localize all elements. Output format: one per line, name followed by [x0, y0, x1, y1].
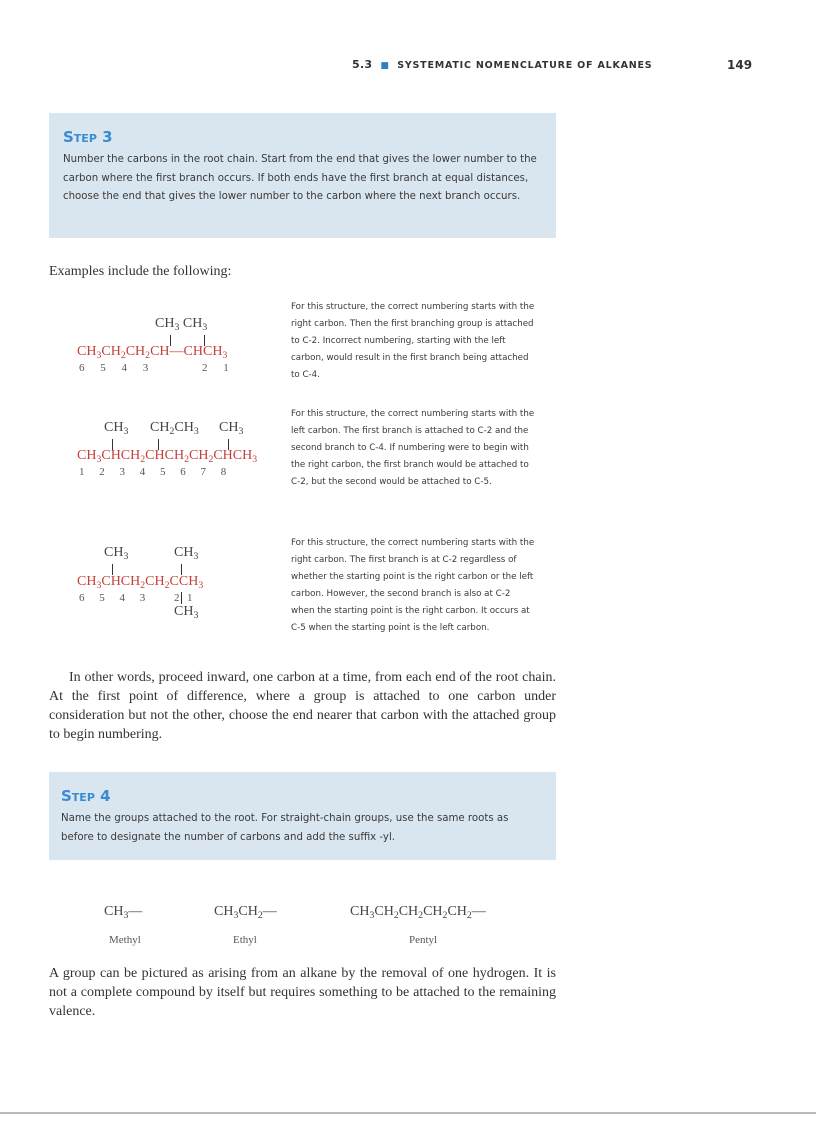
paragraph-inward-numbering: In other words, proceed inward, one carbon at a time, from each end of the root chain. At the first point of difference, where a group is attached to one carbon under consideration but not the other, choose the end nearer that carbon with the attached group to begin numbering. — [49, 670, 556, 742]
example-2-structure: $CH_3$ $CH_2CH_3$ $CH_3$ $CH_3CHCH_2CHCH_2CH_2CHCH_3$ 1 2 3 4 5 6 7 8 — [77, 420, 258, 478]
running-head — [352, 58, 652, 71]
bullet-icon: ■ — [380, 61, 390, 71]
step-4-text: Name the groups attached to the root. For straight-chain groups, use the same roots as before to designate the number of carbons and add the suffix -yl. — [61, 813, 509, 843]
example-3-structure: $CH_3$ $CH_3$ $CH_3CHCH_2CH_2CCH_3$ 6 5 4 3 2 1 $CH_3$ — [77, 545, 204, 621]
section-title: SYSTEMATIC NOMENCLATURE OF ALKANES — [397, 60, 653, 71]
step-3-title: Step 3 — [63, 128, 113, 146]
pentyl-label: Pentyl — [409, 934, 438, 946]
step-3-box — [49, 113, 556, 238]
example-2-explanation: For this structure, the correct numbering starts with the left carbon. The first branch is attached to C-2 and the second branch to C-4. If numbering were to begin with the right carbon, the first branch would be attached to C-2, but the second would be attached to C-5. — [291, 409, 535, 488]
example-1-explanation: For this structure, the correct numbering starts with the right carbon. Then the first branching group is attached to C-2. Incorrect numbering, starting with the left carbon, would result in the first branch being attached to C-4. — [291, 302, 535, 381]
section-number: 5.3 — [352, 58, 373, 71]
page-number: 149 — [727, 58, 753, 72]
example-1-structure: $CH_3$ $CH_3$ $CH_3CH_2CH_2CH—CHCH_3$ 6 5 4 3 2 1 — [77, 316, 229, 374]
pentyl-formula: $CH_3CH_2CH_2CH_2CH_2—$ — [350, 904, 486, 921]
paragraph-group-definition: A group can be pictured as arising from an alkane by the removal of one hydrogen. It is not a complete compound by itself but requires something to be attached to the remaining valence. — [49, 966, 556, 1019]
ethyl-formula: $CH_3CH_2—$ — [214, 904, 277, 921]
step-4-title: Step 4 — [61, 787, 111, 805]
ethyl-label: Ethyl — [233, 934, 257, 946]
step-3-text: Number the carbons in the root chain. Start from the end that gives the lower number to the carbon where the first branch occurs. If both ends have the first branch at equal distances, choose the end that gives the lower number to the carbon where the next branch occurs. — [63, 154, 537, 202]
examples-intro: Examples include the following: — [49, 264, 232, 279]
step-4-box — [49, 772, 556, 860]
methyl-label: Methyl — [109, 934, 141, 946]
example-3-explanation: For this structure, the correct numbering starts with the right carbon. The first branch is at C-2 regardless of whether the starting point is the right carbon or the left carbon. However, the second branch is also at C-2 when the starting point is the right carbon. It occurs at C-5 when the starting point is the left carbon. — [291, 538, 535, 634]
bottom-rule — [0, 1112, 816, 1114]
methyl-formula: $CH_3—$ — [104, 904, 143, 921]
